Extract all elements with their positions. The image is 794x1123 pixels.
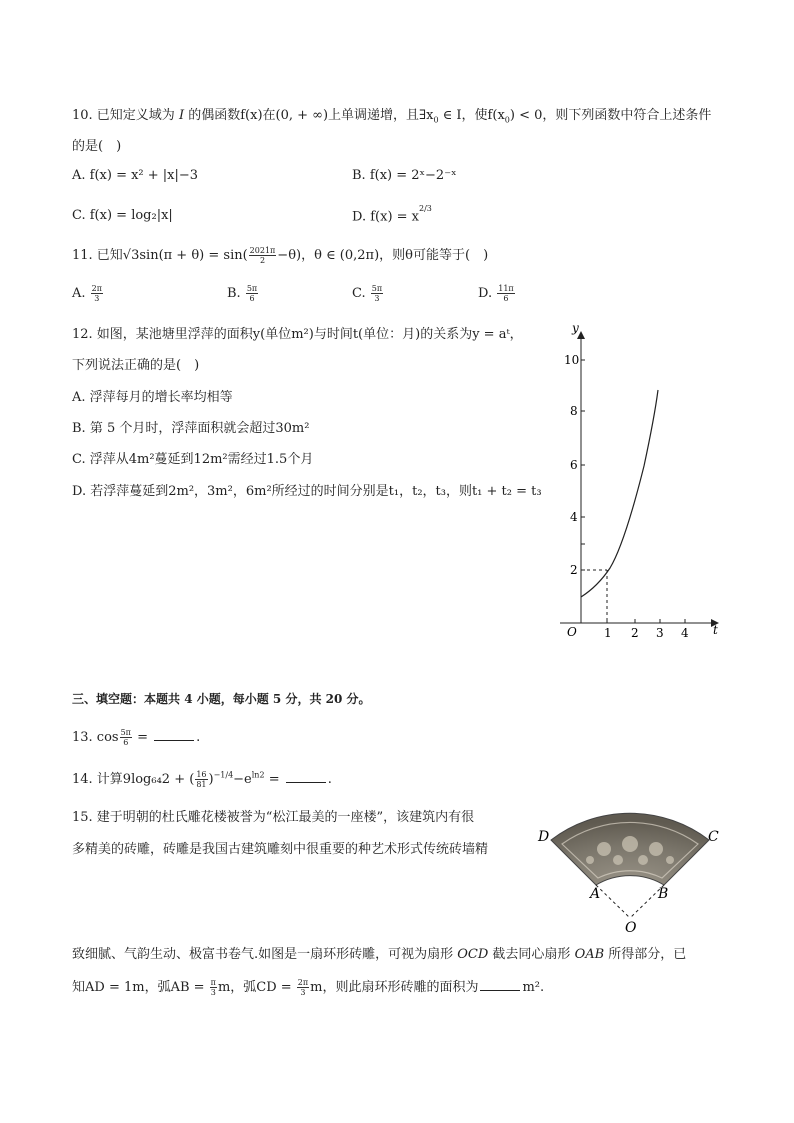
heading-text: 小题，每小题 — [192, 692, 273, 706]
fraction-numerator: 2021π — [249, 246, 276, 255]
q13-text: = — [132, 730, 153, 745]
exponential-curve — [581, 390, 658, 597]
q12-option-c: C. 浮萍从4m²蔓延到12m²需经过1.5个月 — [72, 452, 314, 467]
q11-option-d — [478, 284, 516, 303]
option-fraction — [497, 284, 514, 303]
option-fraction — [371, 284, 383, 303]
q12-option-a: A. 浮萍每月的增长率均相等 — [72, 390, 233, 405]
q14 — [72, 768, 332, 789]
q10-text: 10. 已知定义域为 — [72, 108, 179, 123]
q14-text: . — [327, 772, 332, 787]
fraction-numerator: 5π — [120, 728, 131, 737]
option-letter: C. — [352, 286, 366, 301]
q11-option-b — [227, 284, 259, 303]
point-c-label: C — [708, 829, 719, 845]
q10-option-d — [352, 204, 432, 225]
q12-option-b: B. 第 5 个月时，浮萍面积就会超过30m² — [72, 421, 310, 436]
point-d-label: D — [538, 829, 550, 845]
y-tick-label: 4 — [570, 510, 578, 524]
q12-stem-line1: 12. 如图，某池塘里浮萍的面积y(单位m²)与时间t(单位：月)的关系为y = aᵗ， — [72, 327, 523, 342]
radius-oa-dashed — [596, 885, 630, 918]
heading-text: 三、填空题：本题共 — [72, 692, 185, 706]
q15-text: 截去同心扇形 — [488, 947, 575, 962]
fraction-denominator: 3 — [94, 294, 100, 303]
q13 — [72, 728, 200, 747]
q10-subscript: 0 — [504, 115, 510, 125]
q11-stem — [72, 244, 488, 265]
q15-annular-sector-figure — [532, 806, 728, 936]
point-o-label: O — [625, 920, 637, 936]
q14-exponent: −1/4 — [213, 770, 234, 780]
heading-text: 5 — [272, 692, 282, 706]
q10-stem-line1 — [72, 104, 711, 125]
q15-fraction — [210, 978, 217, 997]
q13-fraction — [120, 728, 132, 747]
q10-option-c: C. f(x) = log₂|x| — [72, 208, 173, 223]
fraction-numerator: 2π — [91, 284, 103, 293]
q10-option-d-exponent: 2/3 — [419, 204, 432, 213]
fraction-denominator: 6 — [503, 294, 509, 303]
x-ticks — [604, 619, 689, 640]
fraction-denominator: 6 — [249, 294, 255, 303]
q15-line1: 15. 建于明朝的杜氏雕花楼被誉为“松江最美的一座楼”，该建筑内有很 — [72, 810, 475, 825]
fraction-denominator: 6 — [123, 738, 129, 747]
q14-answer-blank[interactable] — [286, 772, 326, 783]
y-tick-label: 8 — [570, 404, 578, 418]
heading-text: 4 — [184, 692, 193, 706]
q14-exponent: ln2 — [251, 770, 265, 780]
q15-text: m，弧CD = — [217, 980, 296, 995]
q11-text: −θ)，θ ∈ (0,2π)，则θ可能等于( ) — [277, 248, 489, 263]
q10-text: ) < 0，则下列函数中符合上述条件 — [509, 108, 712, 123]
fraction-numerator: 5π — [246, 284, 258, 293]
x-axis-label: t — [713, 623, 718, 637]
q15-text: 所得部分，已 — [604, 947, 687, 962]
q10-option-a: A. f(x) = x² + |x|−3 — [72, 168, 199, 183]
q15-text: 致细腻、气韵生动、极富书卷气.如图是一扇环形砖雕，可视为扇形 — [72, 947, 458, 962]
x-tick-label: 3 — [656, 626, 664, 640]
q11-option-c — [352, 284, 384, 303]
fraction-denominator: 3 — [374, 294, 380, 303]
q12-option-d: D. 若浮萍蔓延到2m²，3m²，6m²所经过的时间分别是t₁，t₂，t₃，则t₁ + t₂ = t₃ — [72, 484, 542, 499]
heading-text: 20 — [325, 692, 343, 706]
q15-line3 — [72, 943, 686, 962]
q11-option-a — [72, 284, 104, 303]
q13-text: . — [196, 730, 201, 745]
q10-option-b: B. f(x) = 2ˣ−2⁻ˣ — [352, 168, 457, 183]
q13-text: 13. cos — [72, 730, 119, 745]
fraction-denominator: 3 — [300, 988, 306, 997]
q10-subscript: 0 — [433, 115, 439, 125]
q14-text: 14. 计算9log₆₄2 + ( — [72, 772, 195, 787]
heading-text: 分，共 — [281, 692, 326, 706]
q13-answer-blank[interactable] — [154, 730, 194, 741]
fraction-numerator: 5π — [371, 284, 383, 293]
q15-text: m，则此扇环形砖雕的面积为 — [310, 980, 479, 995]
option-fraction — [246, 284, 258, 303]
q10-stem-line2: 的是( ) — [72, 139, 122, 154]
q11-fraction — [249, 246, 277, 265]
q14-text: −e — [233, 772, 252, 787]
q10-text: 的偶函数f(x)在(0, + ∞)上单调递增，且∃x — [184, 108, 434, 123]
section3-heading — [72, 690, 371, 707]
y-tick-label: 10 — [564, 353, 580, 367]
q12-stem-line2: 下列说法正确的是( ) — [72, 358, 200, 373]
q14-text: ) — [208, 772, 214, 787]
fraction-denominator: 3 — [210, 988, 216, 997]
y-tick-label: 6 — [570, 458, 578, 472]
fraction-numerator: 11π — [498, 284, 514, 293]
point-b-label: B — [658, 886, 669, 902]
option-fraction — [91, 284, 103, 303]
q15-answer-blank[interactable] — [480, 980, 520, 991]
option-letter: A. — [72, 286, 86, 301]
option-letter: B. — [227, 286, 241, 301]
q15-fraction — [297, 978, 309, 997]
q11-text: 11. 已知√3sin(π + θ) = sin( — [72, 248, 248, 263]
fraction-denominator: 2 — [259, 256, 266, 265]
q15-line4 — [72, 976, 544, 997]
q15-text: m². — [522, 980, 545, 995]
q15-sector-name: OCD — [457, 947, 489, 962]
option-letter: D. — [478, 286, 493, 301]
x-tick-label: 1 — [604, 626, 612, 640]
point-a-label: A — [590, 886, 601, 902]
q10-text: ∈ I，使f(x — [438, 108, 505, 123]
x-tick-label: 4 — [681, 626, 689, 640]
q15-text: 知AD = 1m，弧AB = — [72, 980, 209, 995]
fraction-numerator: 16 — [196, 770, 207, 779]
q15-sector-name: OAB — [574, 947, 605, 962]
fraction-numerator: π — [210, 978, 216, 987]
heading-text: 分。 — [342, 692, 371, 706]
x-tick-label: 2 — [631, 626, 639, 640]
q12-graph — [552, 318, 732, 648]
q15-line2: 多精美的砖雕，砖雕是我国古建筑雕刻中很重要的种艺术形式传统砖墙精 — [72, 842, 489, 857]
y-ticks — [564, 353, 585, 577]
y-tick-label: 2 — [570, 563, 578, 577]
fraction-numerator: 2π — [297, 978, 309, 987]
fraction-denominator: 81 — [196, 780, 207, 789]
origin-label: O — [567, 625, 577, 639]
q10-domain-symbol: I — [178, 108, 185, 123]
q10-option-d-base: D. f(x) = x — [352, 209, 419, 225]
q14-text: = — [264, 772, 284, 787]
q14-fraction — [195, 770, 207, 789]
y-axis-label: y — [572, 321, 579, 335]
